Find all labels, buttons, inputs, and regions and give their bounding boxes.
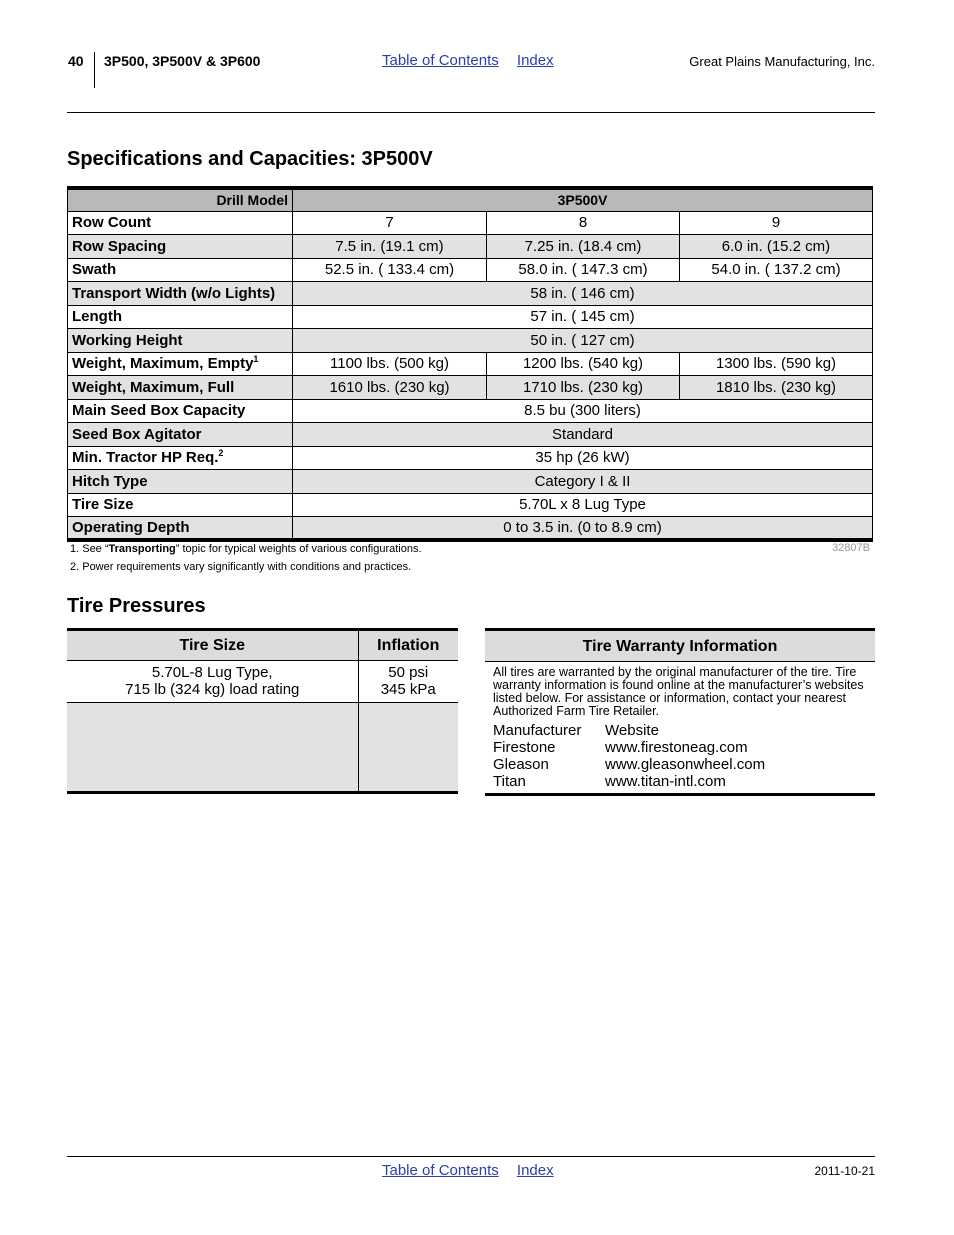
cell: 50 in. ( 127 cm) (293, 329, 873, 353)
row-label: Seed Box Agitator (68, 423, 293, 447)
table-row (68, 352, 873, 376)
manufacturer-website: www.firestoneag.com (605, 739, 748, 756)
tire-pressure-table (67, 628, 458, 794)
cell: 1100 lbs. (500 kg) (293, 352, 487, 376)
row-label-text: Min. Tractor HP Req. (72, 449, 219, 467)
index-link[interactable]: Index (516, 1162, 554, 1179)
toc-link[interactable]: Table of Contents (382, 52, 499, 69)
warranty-list (493, 722, 765, 790)
document-title: 3P500, 3P500V & 3P600 (104, 53, 261, 69)
table-row (68, 282, 873, 306)
table-row (68, 258, 873, 282)
row-label-text: Weight, Maximum, Empty (72, 355, 254, 373)
spec-heading: Specifications and Capacities: 3P500V (67, 148, 433, 170)
row-label: Length (68, 305, 293, 329)
tire-warranty-box (485, 628, 875, 796)
row-label: Main Seed Box Capacity (68, 399, 293, 423)
cell: 1300 lbs. (590 kg) (680, 352, 873, 376)
spec-header-label: Drill Model (68, 188, 293, 211)
cell: 58 in. ( 146 cm) (293, 282, 873, 306)
row-label: Operating Depth (68, 517, 293, 541)
spec-header-row (68, 188, 873, 211)
footnote-2: 2. Power requirements vary significantly with conditions and practices. (70, 561, 412, 573)
cell: 35 hp (26 kW) (293, 446, 873, 470)
figure-id: 32807B (832, 542, 870, 554)
cell: 1200 lbs. (540 kg) (487, 352, 680, 376)
tire-heading: Tire Pressures (67, 595, 206, 617)
cell: 5.70L x 8 Lug Type (293, 493, 873, 517)
index-link[interactable]: Index (516, 52, 554, 69)
row-label (68, 446, 293, 470)
cell: 1610 lbs. (230 kg) (293, 376, 487, 400)
manufacturer-website: www.gleasonwheel.com (605, 756, 766, 773)
cell: 52.5 in. ( 133.4 cm) (293, 258, 487, 282)
table-row (68, 470, 873, 494)
spec-table (67, 186, 873, 542)
page-number: 40 (68, 53, 84, 69)
row-label: Transport Width (w/o Lights) (68, 282, 293, 306)
inflation-cell (358, 661, 458, 703)
cell: 8.5 bu (300 liters) (293, 399, 873, 423)
spec-header-model: 3P500V (293, 188, 873, 211)
footer-nav (382, 1162, 568, 1179)
inflation-line: 345 kPa (380, 681, 436, 698)
cell: 7.25 in. (18.4 cm) (487, 235, 680, 259)
table-row (68, 493, 873, 517)
table-row (68, 399, 873, 423)
header-nav (382, 52, 568, 69)
cell: Standard (293, 423, 873, 447)
footnote-text: 1. See “ (70, 543, 109, 555)
cell: 54.0 in. ( 137.2 cm) (680, 258, 873, 282)
table-row (68, 517, 873, 541)
header-divider (94, 52, 95, 88)
cell: 58.0 in. ( 147.3 cm) (487, 258, 680, 282)
footnote-1 (70, 543, 422, 555)
cell: 8 (487, 211, 680, 235)
list-item (493, 756, 765, 773)
row-label (68, 352, 293, 376)
manufacturer-name: Firestone (493, 739, 556, 756)
company-name: Great Plains Manufacturing, Inc. (689, 54, 875, 69)
row-label: Row Spacing (68, 235, 293, 259)
col-website: Website (605, 722, 659, 739)
cell: 57 in. ( 145 cm) (293, 305, 873, 329)
warranty-title: Tire Warranty Information (485, 631, 875, 662)
cell: 0 to 3.5 in. (0 to 8.9 cm) (293, 517, 873, 541)
cell: 9 (680, 211, 873, 235)
footnote-text: ” topic for typical weights of various configurations. (175, 543, 422, 555)
col-manufacturer: Manufacturer (493, 722, 582, 739)
manufacturer-website: www.titan-intl.com (605, 773, 726, 790)
empty-cell (358, 703, 458, 793)
cell: Category I & II (293, 470, 873, 494)
empty-cell (67, 703, 358, 793)
table-row (68, 376, 873, 400)
list-item (493, 739, 765, 756)
warranty-header-row (493, 722, 765, 739)
table-row (68, 305, 873, 329)
toc-link[interactable]: Table of Contents (382, 1162, 499, 1179)
footer-rule (67, 1156, 875, 1157)
row-label: Tire Size (68, 493, 293, 517)
cell: 7 (293, 211, 487, 235)
row-label: Row Count (68, 211, 293, 235)
tire-size-line: 715 lb (324 kg) load rating (125, 681, 300, 698)
list-item (493, 773, 765, 790)
row-label: Swath (68, 258, 293, 282)
tire-size-line: 5.70L-8 Lug Type, (151, 664, 273, 681)
col-inflation: Inflation (358, 630, 458, 661)
cell: 1810 lbs. (230 kg) (680, 376, 873, 400)
cell: 7.5 in. (19.1 cm) (293, 235, 487, 259)
cell: 6.0 in. (15.2 cm) (680, 235, 873, 259)
table-row (67, 703, 458, 793)
table-row (67, 661, 458, 703)
table-row (68, 423, 873, 447)
warranty-text: All tires are warranted by the original manufacturer of the tire. Tire warranty information is found online at the manufacturer’s websites listed below. For assistance or information, contact your nearest Authorized Farm Tire Retailer. (493, 665, 864, 718)
tire-header-row (67, 630, 458, 661)
col-tire-size: Tire Size (67, 630, 358, 661)
manufacturer-name: Titan (493, 773, 526, 790)
manufacturer-name: Gleason (493, 756, 549, 773)
footer-date: 2011-10-21 (814, 1164, 875, 1178)
row-label: Hitch Type (68, 470, 293, 494)
footnote-ref: 2 (218, 448, 224, 459)
table-row (68, 211, 873, 235)
inflation-line: 50 psi (388, 664, 429, 681)
tire-size-cell (67, 661, 358, 703)
table-row (68, 329, 873, 353)
warranty-body (485, 662, 875, 790)
footnote-ref: 1 (253, 354, 259, 365)
footnote-bold: Transporting (108, 543, 176, 555)
table-row (68, 446, 873, 470)
row-label: Weight, Maximum, Full (68, 376, 293, 400)
header-rule (67, 112, 875, 113)
table-row (68, 235, 873, 259)
row-label: Working Height (68, 329, 293, 353)
cell: 1710 lbs. (230 kg) (487, 376, 680, 400)
